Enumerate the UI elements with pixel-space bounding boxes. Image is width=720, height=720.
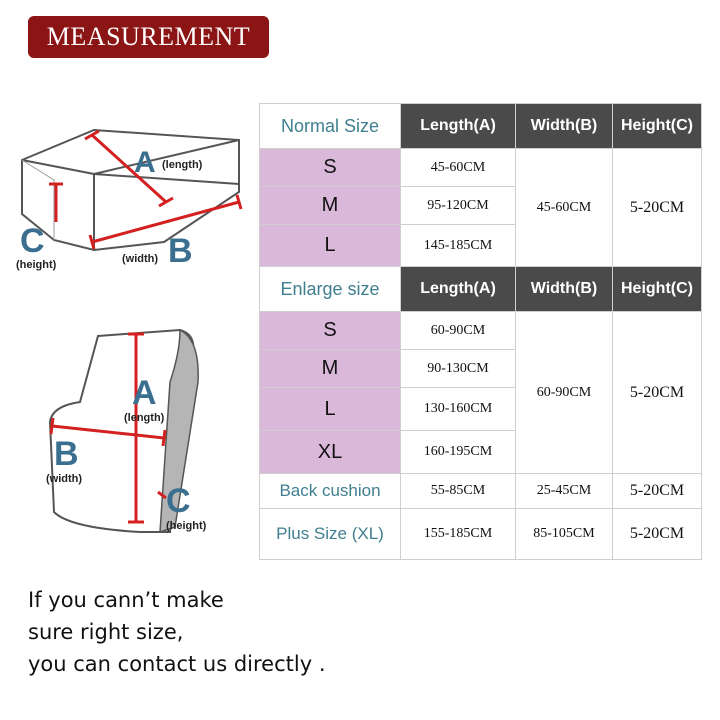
length-cell: 45-60CM [401,149,516,187]
plus-size-row [260,509,702,560]
size-cell: S [260,149,401,187]
length-cell: 160-195CM [401,431,516,474]
seat-label-b: B [168,232,193,270]
seat-label-c: C [20,222,45,260]
contact-note [28,584,326,680]
length-cell: 130-160CM [401,388,516,431]
note-line: sure right size, [28,620,184,644]
chaise-label-a-sub: (length) [124,412,165,424]
header-length: Length(A) [401,267,516,312]
chaise-label-c: C [166,482,191,520]
length-cell: 55-85CM [401,474,516,509]
table-row [260,312,702,350]
chaise-label-a: A [132,374,157,412]
width-cell: 85-105CM [516,509,613,560]
width-cell: 45-60CM [516,149,613,267]
length-cell: 90-130CM [401,350,516,388]
chaise-label-b-sub: (width) [46,473,83,485]
normal-header-row [260,104,702,149]
width-cell: 60-90CM [516,312,613,474]
seat-label-c-sub: (height) [16,259,57,271]
header-length: Length(A) [401,104,516,149]
header-height: Height(C) [613,267,702,312]
size-cell: S [260,312,401,350]
size-cell: XL [260,431,401,474]
length-cell: 60-90CM [401,312,516,350]
length-cell: 155-185CM [401,509,516,560]
height-cell: 5-20CM [613,509,702,560]
size-cell: L [260,225,401,267]
width-cell: 25-45CM [516,474,613,509]
seat-cushion-diagram [14,122,250,277]
height-cell: 5-20CM [613,312,702,474]
enlarge-header-row [260,267,702,312]
size-cell: M [260,350,401,388]
chaise-cushion-diagram [40,322,230,542]
height-cell: 5-20CM [613,149,702,267]
back-cushion-label: Back cushion [260,474,401,509]
size-cell: L [260,388,401,431]
size-cell: M [260,187,401,225]
table-row [260,149,702,187]
measurement-title: MEASUREMENT [28,16,269,58]
length-cell: 95-120CM [401,187,516,225]
seat-label-a: A [134,146,156,179]
size-table [259,103,702,560]
seat-label-a-sub: (length) [162,159,203,171]
note-line: you can contact us directly . [28,652,326,676]
normal-size-label: Normal Size [260,104,401,149]
header-width: Width(B) [516,104,613,149]
enlarge-size-label: Enlarge size [260,267,401,312]
height-cell: 5-20CM [613,474,702,509]
chaise-label-b: B [54,435,79,473]
plus-size-label: Plus Size (XL) [260,509,401,560]
back-cushion-row [260,474,702,509]
seat-label-b-sub: (width) [122,253,159,265]
header-height: Height(C) [613,104,702,149]
chaise-label-c-sub: (height) [166,520,207,532]
length-cell: 145-185CM [401,225,516,267]
note-line: If you cann’t make [28,588,224,612]
header-width: Width(B) [516,267,613,312]
